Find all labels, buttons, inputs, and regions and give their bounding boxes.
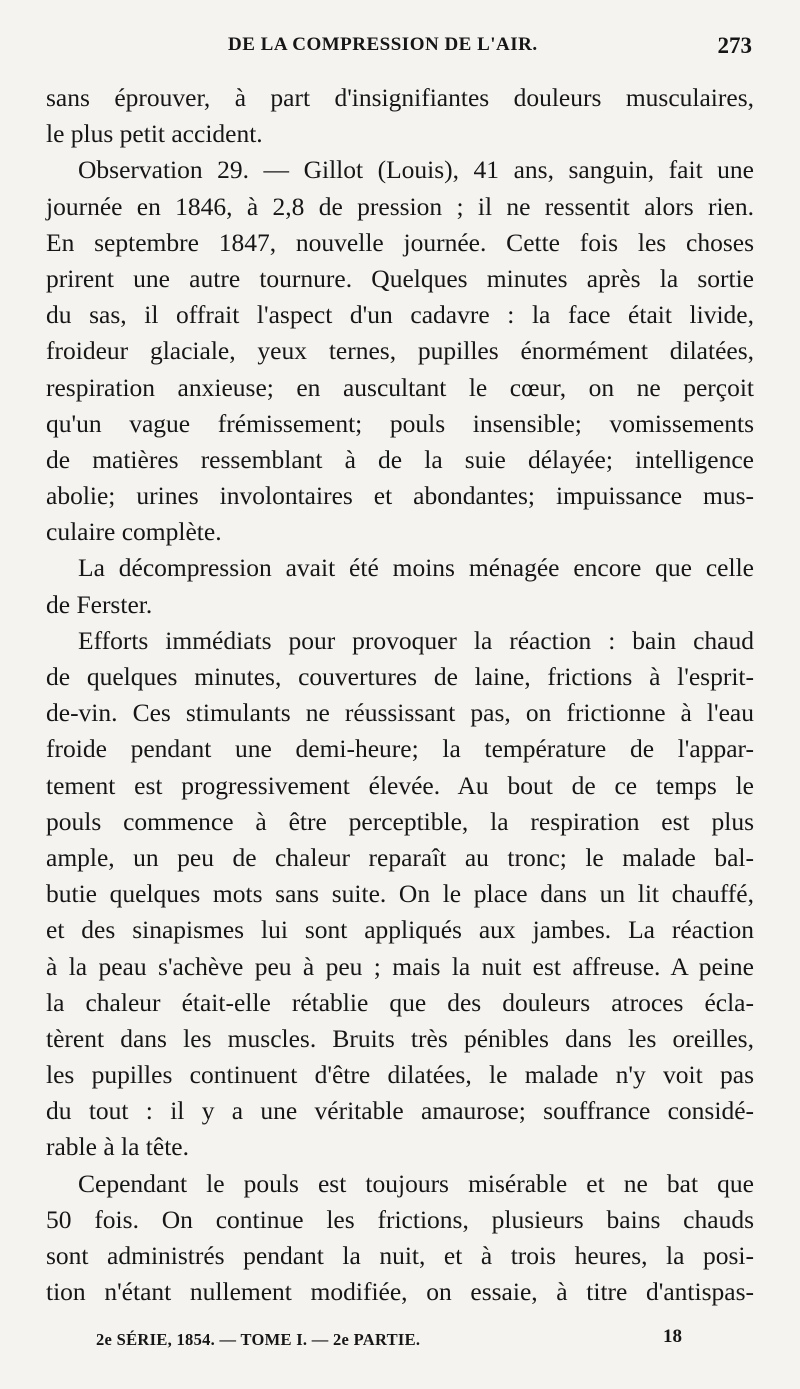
text-line: la chaleur était-elle rétablie que des douleurs atroces écla- — [46, 987, 754, 1017]
text-line: sont administrés pendant la nuit, et à trois heures, la posi- — [46, 1241, 754, 1270]
text-line: prirent une autre tournure. Quelques minutes après la sortie — [46, 263, 754, 293]
text-line: froide pendant une demi-heure; la température de l'appar- — [46, 734, 754, 764]
text-line: 50 fois. On continue les frictions, plusieurs bains chauds — [46, 1204, 754, 1234]
text-line: ample, un peu de chaleur reparaît au tronc; le malade bal- — [46, 842, 754, 872]
text-line: Efforts immédiats pour provoquer la réaction : bain chaud — [78, 625, 754, 655]
text-line: En septembre 1847, nouvelle journée. Cette fois les choses — [46, 227, 754, 257]
text-line: journée en 1846, à 2,8 de pression ; il ne ressentit alors rien. — [46, 191, 754, 221]
text-line: Cependant le pouls est toujours misérable et ne bat que — [78, 1168, 754, 1198]
text-line: tement est progressivement élevée. Au bout de ce temps le — [46, 770, 754, 800]
text-line: les pupilles continuent d'être dilatées, le malade n'y voit pas — [46, 1060, 754, 1090]
text-line: Observation 29. — Gillot (Louis), 41 ans, sanguin, fait une — [78, 155, 754, 185]
text-line: tion n'étant nullement modifiée, on essaie, à titre d'antispas- — [46, 1277, 754, 1307]
text-line: du sas, il offrait l'aspect d'un cadavre : la face était livide, — [46, 300, 754, 330]
text-line: abolie; urines involontaires et abondantes; impuissance mus- — [46, 481, 754, 511]
text-line: à la peau s'achève peu à peu ; mais la nuit est affreuse. A peine — [46, 951, 754, 981]
text-line: sans éprouver, à part d'insignifiantes douleurs musculaires, — [46, 83, 754, 112]
text-line: respiration anxieuse; en auscultant le cœur, on ne perçoit — [46, 372, 754, 402]
text-line: butie quelques mots sans suite. On le place dans un lit chauffé, — [46, 879, 754, 909]
text-line: culaire complète. — [46, 517, 222, 547]
text-line: froideur glaciale, yeux ternes, pupilles énormément dilatées, — [46, 336, 754, 366]
text-line: du tout : il y a une véritable amaurose; souffrance considé- — [46, 1096, 754, 1126]
text-line: et des sinapismes lui sont appliqués aux jambes. La réaction — [46, 915, 754, 945]
running-title: DE LA COMPRESSION DE L'AIR. — [228, 34, 538, 55]
text-line: le plus petit accident. — [46, 119, 263, 149]
page-header — [228, 34, 752, 64]
text-line: de-vin. Ces stimulants ne réussissant pas, on frictionne à l'eau — [46, 698, 754, 728]
page-footer — [96, 1326, 682, 1358]
text-line: La décompression avait été moins ménagée encore que celle — [78, 553, 754, 583]
text-line: pouls commence à être perceptible, la respiration est plus — [46, 806, 754, 836]
text-line: de matières ressemblant à de la suie délayée; intelligence — [46, 444, 754, 474]
text-line: tèrent dans les muscles. Bruits très pénibles dans les oreilles, — [46, 1023, 754, 1053]
body-text — [46, 80, 754, 1310]
signature-note: 2e SÉRIE, 1854. — TOME I. — 2e PARTIE. — [96, 1330, 421, 1349]
page-number: 273 — [717, 33, 752, 58]
signature-mark: 18 — [663, 1326, 682, 1347]
text-line: rable à la tête. — [46, 1132, 189, 1162]
text-line: de Ferster. — [46, 589, 153, 619]
text-line: qu'un vague frémissement; pouls insensible; vomissements — [46, 408, 754, 438]
text-line: de quelques minutes, couvertures de laine, frictions à l'esprit- — [46, 662, 754, 691]
